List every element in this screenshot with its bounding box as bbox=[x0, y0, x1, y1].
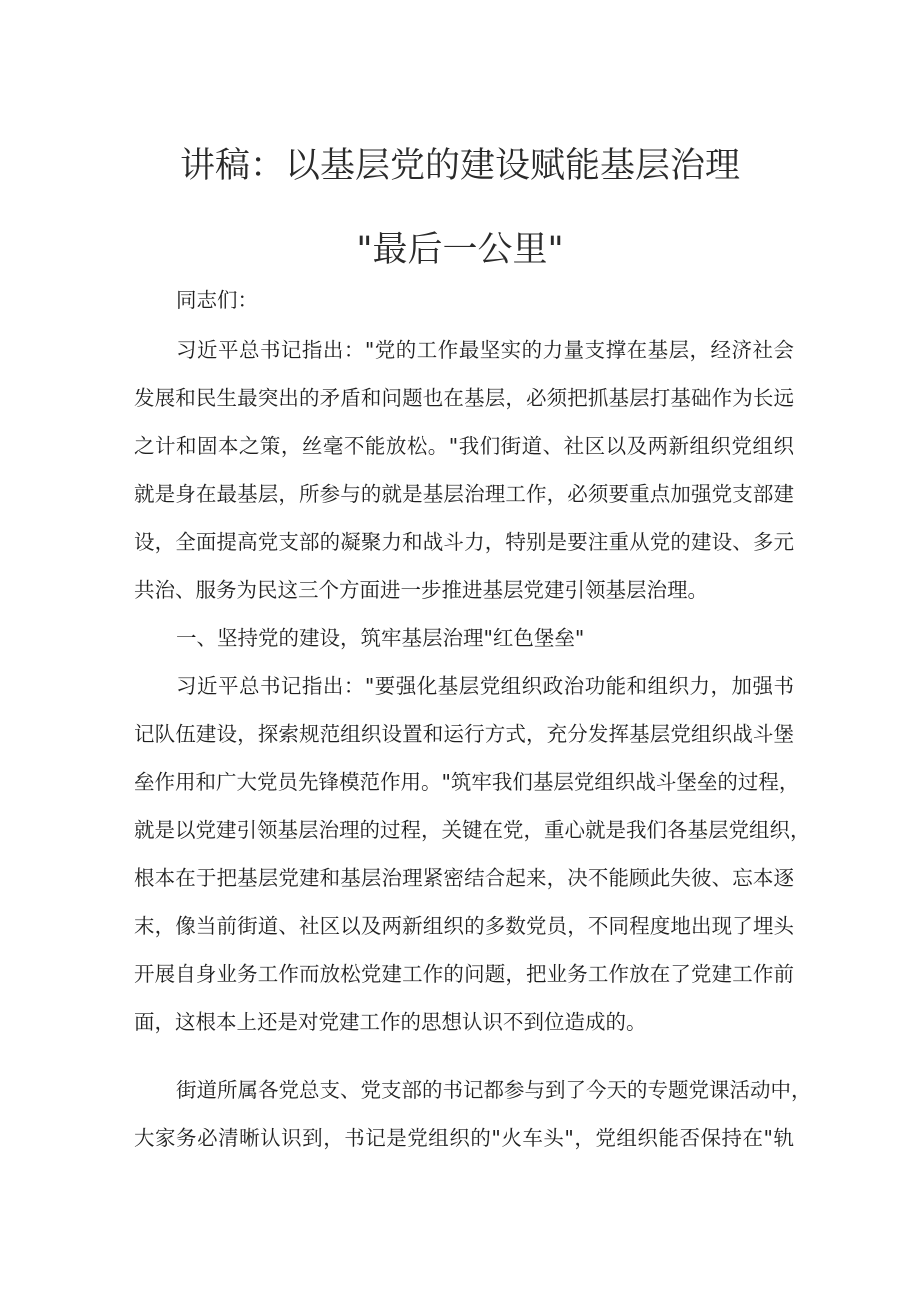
paragraph-line: 末，像当前街道、社区以及两新组织的多数党员，不同程度地出现了埋头 bbox=[134, 914, 794, 938]
paragraph-line: 就是身在最基层，所参与的就是基层治理工作，必须要重点加强党支部建 bbox=[134, 482, 794, 506]
paragraph-line: 街道所属各党总支、党支部的书记都参与到了今天的专题党课活动中， bbox=[176, 1078, 812, 1102]
paragraph-line: 记队伍建设，探索规范组织设置和运行方式，充分发挥基层党组织战斗堡 bbox=[134, 722, 794, 746]
paragraph-line: 共治、服务为民这三个方面进一步推进基层党建引领基层治理。 bbox=[134, 578, 708, 602]
paragraph-line: 垒作用和广大党员先锋模范作用。"筑牢我们基层党组织战斗堡垒的过程， bbox=[134, 770, 800, 794]
paragraph-line: 设，全面提高党支部的凝聚力和战斗力，特别是要注重从党的建设、多元 bbox=[134, 530, 794, 554]
paragraph-line: 就是以党建引领基层治理的过程，关键在党，重心就是我们各基层党组织， bbox=[134, 818, 811, 842]
document-title-line-1: 讲稿：以基层党的建设赋能基层治理 bbox=[179, 146, 740, 186]
paragraph-line: 面，这根本上还是对党建工作的思想认识不到位造成的。 bbox=[134, 1010, 647, 1034]
paragraph-line: 习近平总书记指出："要强化基层党组织政治功能和组织力，加强书 bbox=[176, 674, 794, 698]
section-heading: 一、坚持党的建设，筑牢基层治理"红色堡垒" bbox=[176, 626, 585, 650]
paragraph-line: 发展和民生最突出的矛盾和问题也在基层，必须把抓基层打基础作为长远 bbox=[134, 386, 794, 410]
paragraph-line: 之计和固本之策，丝毫不能放松。"我们街道、社区以及两新组织党组织 bbox=[134, 434, 794, 458]
salutation: 同志们： bbox=[176, 288, 258, 312]
paragraph-line: 开展自身业务工作而放松党建工作的问题，把业务工作放在了党建工作前 bbox=[134, 962, 794, 986]
document-title-line-2: "最后一公里" bbox=[356, 230, 564, 270]
paragraph-line: 习近平总书记指出："党的工作最坚实的力量支撑在基层，经济社会 bbox=[176, 338, 794, 362]
paragraph-line: 根本在于把基层党建和基层治理紧密结合起来，决不能顾此失彼、忘本逐 bbox=[134, 866, 794, 890]
paragraph-line: 大家务必清晰认识到，书记是党组织的"火车头"，党组织能否保持在"轨 bbox=[134, 1126, 794, 1150]
